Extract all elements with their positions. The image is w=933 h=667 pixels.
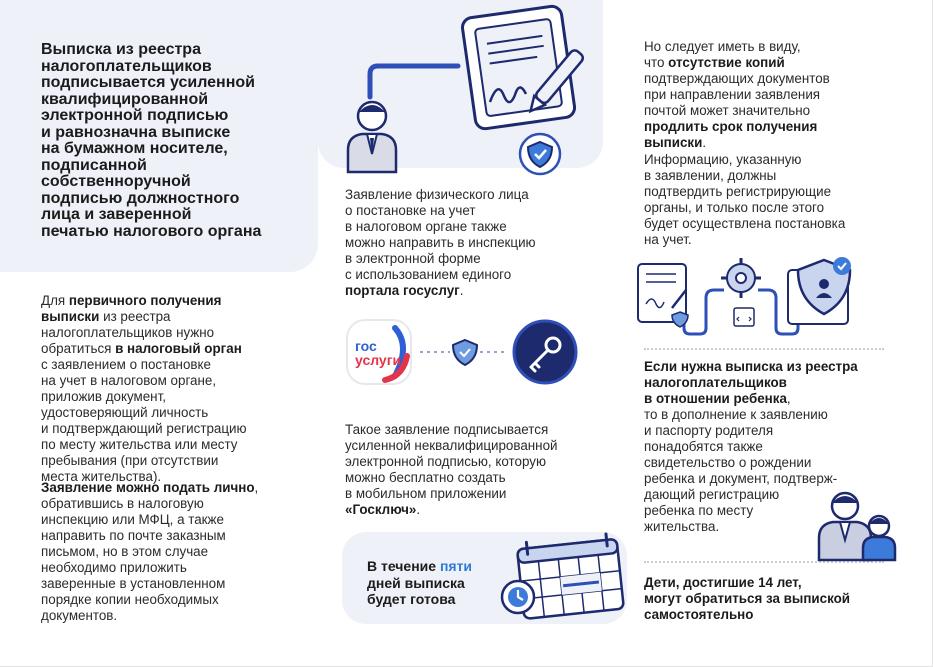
electronic-application-text: в электронной форме bbox=[345, 251, 481, 266]
headline-line: подписанной bbox=[41, 156, 147, 174]
child-extract-line bbox=[644, 407, 858, 423]
verification-text: будет осуществлена постановка bbox=[644, 216, 846, 231]
electronic-application-line bbox=[345, 219, 536, 235]
gosuslugi-key-illustration bbox=[345, 318, 595, 388]
first-receipt-text: удостоверяющий личность bbox=[41, 405, 209, 420]
verification-line bbox=[644, 168, 845, 184]
personal-submission-line bbox=[41, 608, 258, 624]
callout-text: В течение пяти дней выписка будет готова bbox=[367, 558, 473, 607]
missing-copies-text: почтой может значительно bbox=[644, 103, 811, 118]
electronic-application-text: . bbox=[459, 283, 464, 298]
child-extract-text: свидетельство о рождении bbox=[644, 455, 812, 470]
signature-bold: «Госключ» bbox=[345, 502, 417, 517]
child-extract-line bbox=[644, 359, 858, 375]
personal-submission-text: направить по почте заказным bbox=[41, 528, 226, 543]
gosuslugi-logo-line2: услуги bbox=[355, 352, 402, 368]
personal-submission-text: порядке копии необходимых bbox=[41, 592, 219, 607]
signature-text: Такое заявление подписывается bbox=[345, 422, 549, 437]
child-extract-line bbox=[644, 439, 858, 455]
electronic-application-text: о постановке на учет bbox=[345, 203, 476, 218]
personal-submission-line bbox=[41, 576, 258, 592]
signature-text: . bbox=[416, 502, 421, 517]
personal-submission-line bbox=[41, 544, 258, 560]
electronic-application-text: можно направить в инспекцию bbox=[345, 235, 536, 250]
missing-copies-bold: продлить срок получения bbox=[644, 119, 818, 134]
missing-copies-text: подтверждающих документов bbox=[644, 71, 830, 86]
personal-submission-text: документов. bbox=[41, 608, 118, 623]
signature-line bbox=[345, 486, 558, 502]
electronic-application-text: Заявление физического лица bbox=[345, 187, 529, 202]
electronic-application-line bbox=[345, 187, 536, 203]
headline-line: и равнозначна выписке bbox=[41, 123, 231, 141]
first-receipt-bold: в налоговый орган bbox=[115, 341, 242, 356]
first-receipt-text: обратиться bbox=[41, 341, 116, 356]
personal-submission-line bbox=[41, 560, 258, 576]
missing-copies-line bbox=[644, 135, 830, 151]
child-extract-text: ребенка и документ, подтверж- bbox=[644, 471, 838, 486]
first-receipt-line bbox=[41, 309, 247, 325]
missing-copies-bold: отсутствие копий bbox=[668, 55, 785, 70]
child-extract-text: жительства. bbox=[644, 519, 720, 534]
teenagers-note bbox=[644, 575, 850, 623]
headline-line: подписывается усиленной bbox=[41, 74, 255, 91]
personal-submission-text: письмом, но в этом случае bbox=[41, 544, 209, 559]
child-extract-text: то в дополнение к заявлению bbox=[644, 407, 828, 422]
signature-line bbox=[345, 422, 558, 438]
missing-copies-line bbox=[644, 119, 830, 135]
headline-line: печатью налогового органа bbox=[41, 222, 262, 240]
divider-bottom bbox=[644, 561, 884, 563]
child-extract-line bbox=[644, 375, 858, 391]
signature-line bbox=[345, 454, 558, 470]
first-receipt-text: на учет в налоговом органе, bbox=[41, 373, 217, 388]
first-receipt-line bbox=[41, 437, 247, 453]
first-receipt-text: приложив документ, bbox=[41, 389, 166, 404]
electronic-application-text: с использованием единого bbox=[345, 267, 512, 282]
first-receipt-line bbox=[41, 357, 247, 373]
headline-line: налогоплательщиков bbox=[41, 57, 212, 75]
signature-text: усиленной неквалифицированной bbox=[345, 438, 558, 453]
personal-submission-paragraph bbox=[41, 480, 258, 624]
child-extract-bold: Если нужна выписка из реестра bbox=[644, 359, 858, 374]
electronic-application-paragraph bbox=[345, 187, 536, 299]
first-receipt-text: по месту жительства или месту bbox=[41, 437, 238, 452]
electronic-application-line bbox=[345, 251, 536, 267]
personal-submission-text: обратившись в налоговую bbox=[41, 496, 204, 511]
child-extract-text: и паспорту родителя bbox=[644, 423, 774, 438]
first-receipt-line bbox=[41, 341, 247, 357]
first-receipt-text: пребывания (при отсутствии bbox=[41, 453, 219, 468]
personal-submission-line bbox=[41, 480, 258, 496]
verification-text: Информацию, указанную bbox=[644, 152, 802, 167]
missing-copies-line bbox=[644, 103, 830, 119]
personal-submission-line bbox=[41, 592, 258, 608]
missing-copies-line bbox=[644, 39, 830, 55]
child-extract-bold: в отношении ребенка bbox=[644, 391, 787, 406]
first-receipt-line bbox=[41, 325, 247, 341]
verification-line bbox=[644, 184, 845, 200]
calendar-clock-illustration bbox=[500, 535, 635, 620]
first-receipt-text: места жительства). bbox=[41, 469, 162, 484]
electronic-application-line bbox=[345, 203, 536, 219]
headline-line: лица и заверенной bbox=[41, 206, 192, 223]
verification-paragraph bbox=[644, 152, 845, 248]
missing-copies-line bbox=[644, 55, 830, 71]
teenagers-note-line: могут обратиться за выпиской bbox=[644, 591, 851, 606]
verification-line bbox=[644, 152, 845, 168]
first-receipt-line bbox=[41, 405, 247, 421]
electronic-application-line bbox=[345, 235, 536, 251]
headline-line: квалифицированной bbox=[41, 90, 209, 108]
child-extract-line bbox=[644, 391, 858, 407]
personal-submission-text: инспекцию или МФЦ, а также bbox=[41, 512, 224, 527]
first-receipt-line bbox=[41, 293, 247, 309]
verification-line bbox=[644, 200, 845, 216]
personal-submission-bold: Заявление можно подать лично bbox=[41, 480, 255, 495]
first-receipt-text: и подтверждающий регистрацию bbox=[41, 421, 247, 436]
signature-text: можно бесплатно создать bbox=[345, 470, 506, 485]
electronic-application-bold: портала госуслуг bbox=[345, 283, 460, 298]
missing-copies-text: при направлении заявления bbox=[644, 87, 821, 102]
personal-submission-line bbox=[41, 528, 258, 544]
headline-line: собственноручной bbox=[41, 173, 191, 190]
child-extract-text: понадобятся также bbox=[644, 439, 763, 454]
teenagers-note-line: Дети, достигшие 14 лет, bbox=[644, 575, 802, 590]
missing-copies-line bbox=[644, 87, 830, 103]
signature-line bbox=[345, 502, 558, 518]
personal-submission-line bbox=[41, 512, 258, 528]
missing-copies-paragraph bbox=[644, 39, 830, 151]
first-receipt-line bbox=[41, 373, 247, 389]
headline-line: подписью должностного bbox=[41, 189, 240, 207]
headline-text bbox=[41, 42, 261, 240]
verification-flow-illustration bbox=[636, 250, 896, 338]
first-receipt-line bbox=[41, 453, 247, 469]
first-receipt-text: Для bbox=[41, 293, 69, 308]
missing-copies-text: . bbox=[702, 135, 707, 150]
personal-submission-line bbox=[41, 496, 258, 512]
personal-submission-text: , bbox=[254, 480, 259, 495]
child-extract-line bbox=[644, 455, 858, 471]
first-receipt-bold: выписки bbox=[41, 309, 100, 324]
personal-submission-text: необходимо приложить bbox=[41, 560, 187, 575]
signature-paragraph bbox=[345, 422, 558, 518]
missing-copies-text: Но следует иметь в виду, bbox=[644, 39, 801, 54]
first-receipt-line bbox=[41, 421, 247, 437]
signature-text: в мобильном приложении bbox=[345, 486, 507, 501]
electronic-application-line bbox=[345, 283, 536, 299]
verification-text: на учет. bbox=[644, 232, 692, 247]
first-receipt-bold: первичного получения bbox=[68, 293, 222, 308]
verification-text: подтвердить регистрирующие bbox=[644, 184, 832, 199]
verification-line bbox=[644, 216, 845, 232]
child-extract-line bbox=[644, 471, 858, 487]
personal-submission-text: заверенные в установленном bbox=[41, 576, 226, 591]
child-extract-text: дающий регистрацию bbox=[644, 487, 780, 502]
verification-text: органы, и только после этого bbox=[644, 200, 825, 215]
child-extract-text: ребенка по месту bbox=[644, 503, 754, 518]
signature-line bbox=[345, 438, 558, 454]
signature-text: электронной подписью, которую bbox=[345, 454, 547, 469]
divider-top bbox=[644, 348, 884, 350]
first-receipt-paragraph bbox=[41, 293, 247, 485]
signing-illustration bbox=[340, 4, 600, 174]
electronic-application-line bbox=[345, 267, 536, 283]
child-extract-line bbox=[644, 423, 858, 439]
gosuslugi-logo-line1: гос bbox=[355, 338, 377, 354]
missing-copies-bold: выписки bbox=[644, 135, 703, 150]
first-receipt-text: налогоплательщиков нужно bbox=[41, 325, 215, 340]
missing-copies-line bbox=[644, 71, 830, 87]
headline-line: на бумажном носителе, bbox=[41, 140, 228, 157]
first-receipt-line bbox=[41, 389, 247, 405]
child-extract-text: , bbox=[786, 391, 791, 406]
electronic-application-text: в налоговом органе также bbox=[345, 219, 507, 234]
signature-line bbox=[345, 470, 558, 486]
headline-line: электронной подписью bbox=[41, 107, 229, 124]
verification-text: в заявлении, должны bbox=[644, 168, 777, 183]
teenagers-note-line: самостоятельно bbox=[644, 607, 754, 622]
child-extract-bold: налогоплательщиков bbox=[644, 375, 787, 390]
first-receipt-text: с заявлением о постановке bbox=[41, 357, 211, 372]
parent-child-illustration bbox=[805, 488, 905, 560]
headline-line: Выписка из реестра bbox=[41, 41, 201, 58]
verification-line bbox=[644, 232, 845, 248]
missing-copies-text: что bbox=[644, 55, 669, 70]
first-receipt-text: из реестра bbox=[99, 309, 171, 324]
